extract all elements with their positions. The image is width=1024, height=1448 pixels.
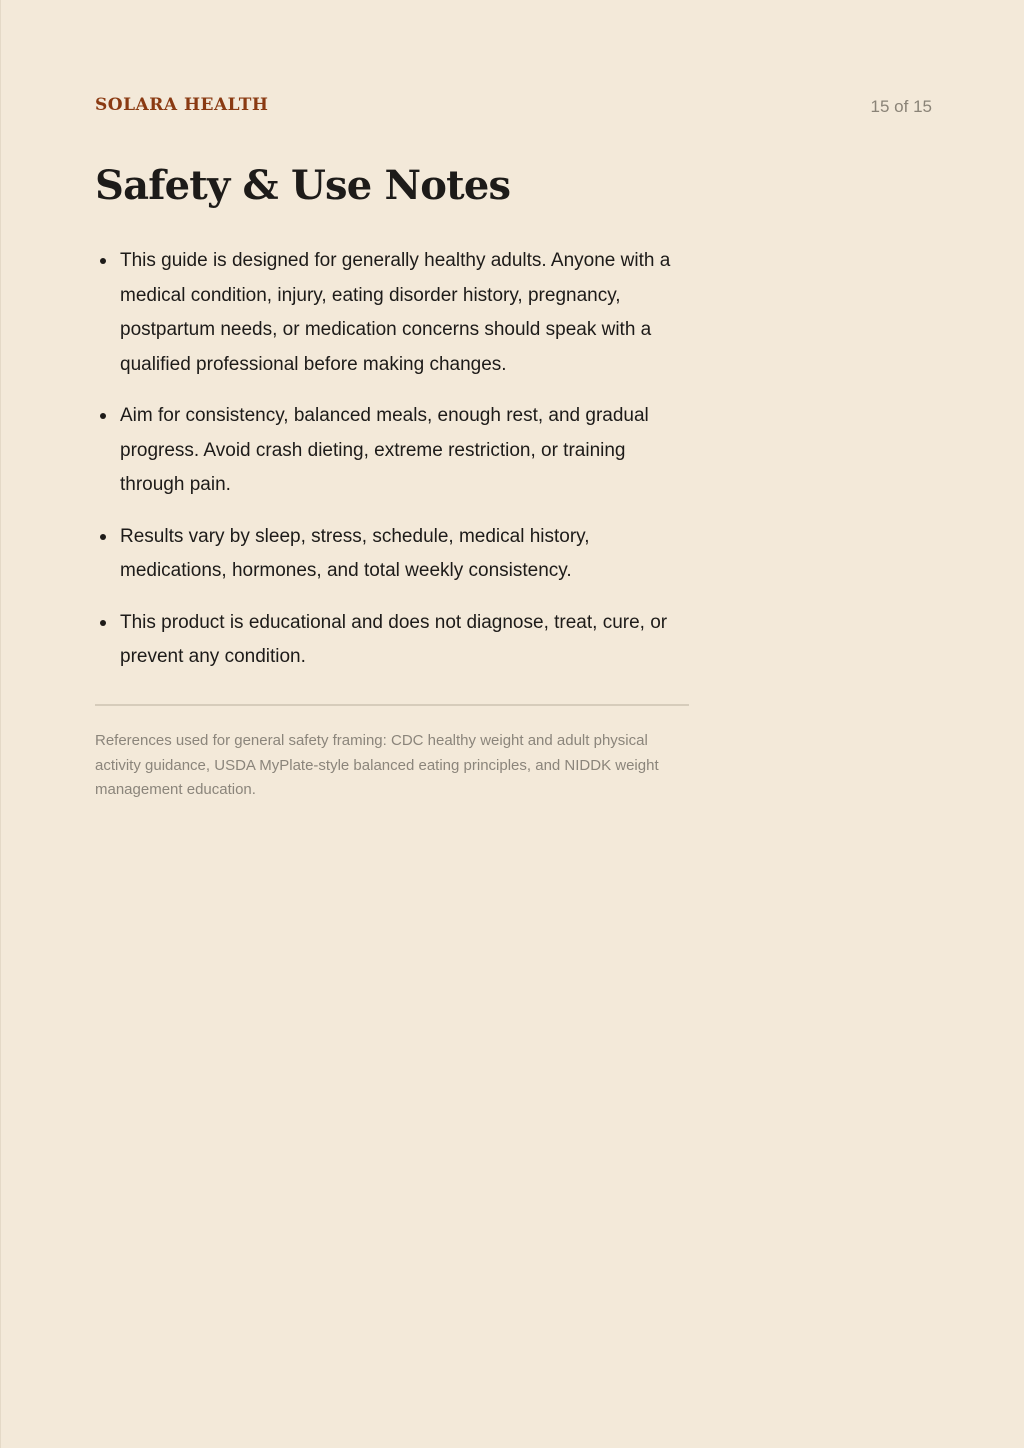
bullet-icon bbox=[100, 534, 106, 540]
list-item bbox=[95, 399, 695, 503]
list-item bbox=[95, 244, 695, 382]
bullet-icon bbox=[100, 620, 106, 626]
list-item bbox=[95, 606, 695, 675]
note-text: This product is educational and does not diagnose, treat, cure, or prevent any condition. bbox=[120, 611, 668, 667]
note-text: Aim for consistency, balanced meals, enough rest, and gradual progress. Avoid crash dieting, extreme restriction, or training through pain. bbox=[120, 405, 649, 495]
brand-name: SOLARA HEALTH bbox=[95, 95, 269, 115]
safety-notes-list bbox=[95, 244, 695, 692]
section-divider bbox=[95, 704, 689, 706]
references-text: References used for general safety framing: CDC healthy weight and adult physical activity guidance, USDA MyPlate-style balanced eating principles, and NIDDK weight management education. bbox=[95, 732, 659, 798]
page-title: Safety & Use Notes bbox=[95, 162, 511, 209]
bullet-icon bbox=[100, 258, 106, 264]
list-item bbox=[95, 520, 695, 589]
note-text: This guide is designed for generally healthy adults. Anyone with a medical condition, injury, eating disorder history, pregnancy, postpartum needs, or medication concerns should speak with a qualified professional before making changes. bbox=[120, 250, 671, 375]
note-text: Results vary by sleep, stress, schedule, medical history, medications, hormones, and total weekly consistency. bbox=[120, 525, 590, 581]
bullet-icon bbox=[100, 413, 106, 419]
page-indicator: 15 of 15 bbox=[870, 97, 932, 116]
